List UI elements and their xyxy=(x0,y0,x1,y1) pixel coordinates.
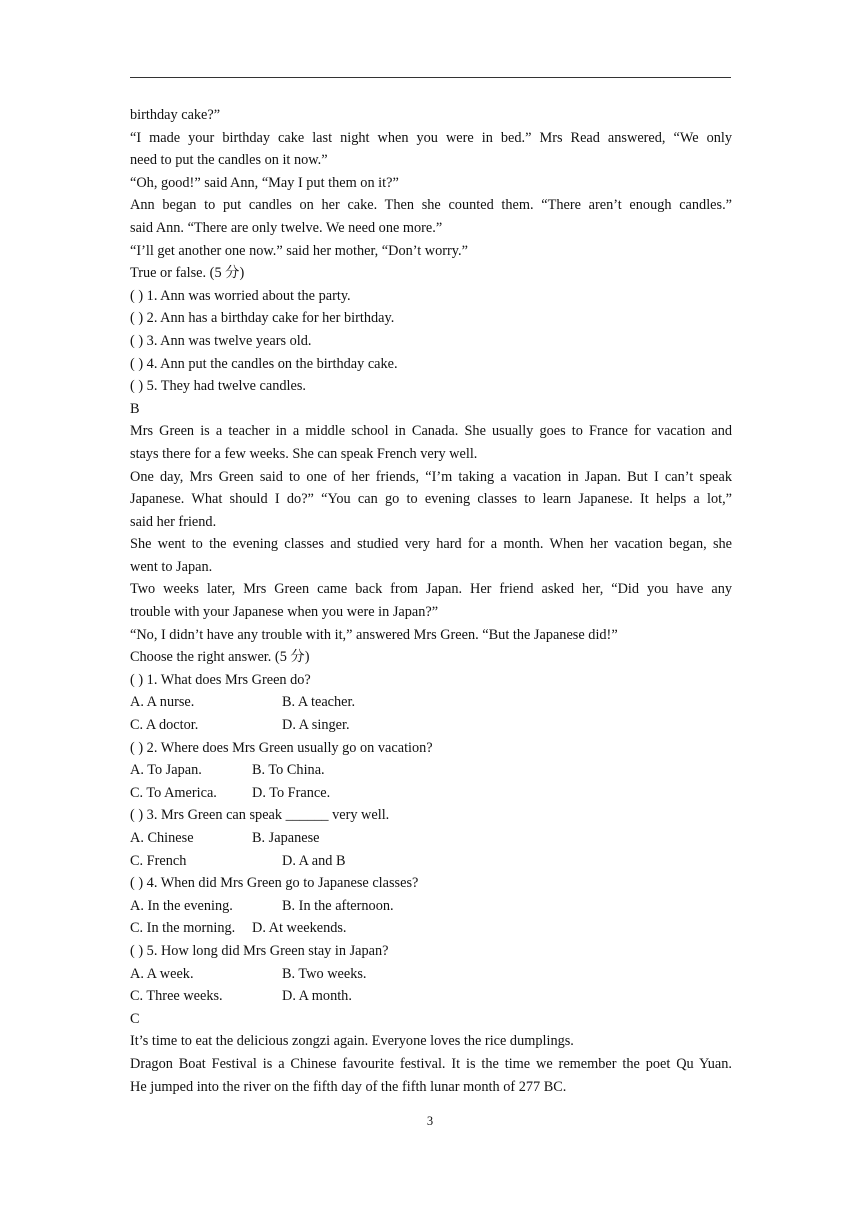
passage-c-line: Dragon Boat Festival is a Chinese favourite festival. It is the time we remember the poet Qu Yuan. xyxy=(130,1055,732,1072)
option-row xyxy=(130,827,732,850)
option-d: D. A singer. xyxy=(282,717,350,734)
passage-b-line: trouble with your Japanese when you were in Japan?” xyxy=(130,604,439,621)
option-a: A. To Japan. xyxy=(130,762,202,779)
option-b: B. In the afternoon. xyxy=(282,897,394,914)
question-item: ( ) 1. Ann was worried about the party. xyxy=(130,287,351,304)
option-c: C. A doctor. xyxy=(130,717,199,734)
option-a: A. A nurse. xyxy=(130,694,195,711)
option-b: B. A teacher. xyxy=(282,694,356,711)
section-label: B xyxy=(130,400,140,417)
question-stem: ( ) 4. When did Mrs Green go to Japanese classes? xyxy=(130,875,419,892)
option-row xyxy=(130,985,732,1008)
page-number: 3 xyxy=(426,1114,434,1128)
question-stem: ( ) 1. What does Mrs Green do? xyxy=(130,671,311,688)
page-body xyxy=(130,104,732,1098)
passage-b-line: said her friend. xyxy=(130,513,217,530)
option-row xyxy=(130,782,732,805)
passage-a-line: “I’ll get another one now.” said her mother, “Don’t worry.” xyxy=(130,242,468,259)
option-row xyxy=(130,963,732,986)
option-row xyxy=(130,895,732,918)
passage-b-line: Two weeks later, Mrs Green came back from Japan. Her friend asked her, “Did you have any xyxy=(130,581,732,598)
question-stem: ( ) 3. Mrs Green can speak ______ very well. xyxy=(130,807,390,824)
option-a: A. Chinese xyxy=(130,830,194,846)
question-stem: ( ) 5. How long did Mrs Green stay in Japan? xyxy=(130,942,389,959)
passage-a-line: birthday cake?” xyxy=(130,107,221,123)
option-d: D. To France. xyxy=(252,784,331,801)
question-item: ( ) 4. Ann put the candles on the birthday cake. xyxy=(130,355,398,372)
passage-a-line: “Oh, good!” said Ann, “May I put them on it?” xyxy=(130,174,399,191)
passage-b-line: stays there for a few weeks. She can speak French very well. xyxy=(130,445,478,462)
passage-b-line: “No, I didn’t have any trouble with it,” answered Mrs Green. “But the Japanese did!” xyxy=(130,626,618,643)
passage-b-line: Mrs Green is a teacher in a middle school in Canada. She usually goes to France for vacation and xyxy=(130,423,732,440)
passage-a-line: need to put the candles on it now.” xyxy=(130,152,328,169)
option-b: B. Two weeks. xyxy=(282,965,367,982)
header-rule xyxy=(130,77,731,78)
option-d: D. A and B xyxy=(282,852,346,869)
option-b: B. To China. xyxy=(252,762,325,779)
option-d: D. A month. xyxy=(282,988,352,1005)
section-instruction: Choose the right answer. (5 分) xyxy=(130,649,310,666)
option-row xyxy=(130,691,732,714)
question-item: ( ) 3. Ann was twelve years old. xyxy=(130,332,312,349)
option-row xyxy=(130,714,732,737)
option-a: A. A week. xyxy=(130,965,194,982)
section-instruction: True or false. (5 分) xyxy=(130,265,245,282)
option-c: C. French xyxy=(130,852,187,869)
option-d: D. At weekends. xyxy=(252,920,347,937)
question-item: ( ) 5. They had twelve candles. xyxy=(130,378,307,395)
option-c: C. Three weeks. xyxy=(130,988,223,1005)
passage-b-line: went to Japan. xyxy=(130,558,213,575)
passage-a-line: said Ann. “There are only twelve. We need one more.” xyxy=(130,219,443,236)
question-item: ( ) 2. Ann has a birthday cake for her birthday. xyxy=(130,310,395,327)
passage-b-line: One day, Mrs Green said to one of her friends, “I’m taking a vacation in Japan. But I can’t speak xyxy=(130,468,732,485)
option-row xyxy=(130,759,732,782)
option-a: A. In the evening. xyxy=(130,897,233,914)
option-row xyxy=(130,850,732,873)
option-c: C. In the morning. xyxy=(130,920,236,937)
option-c: C. To America. xyxy=(130,784,217,801)
passage-b-line: Japanese. What should I do?” “You can go to evening classes to learn Japanese. It helps a lot,” xyxy=(130,491,732,508)
option-row xyxy=(130,917,732,940)
passage-a-line: “I made your birthday cake last night when you were in bed.” Mrs Read answered, “We only xyxy=(130,129,732,146)
passage-c-line: It’s time to eat the delicious zongzi again. Everyone loves the rice dumplings. xyxy=(130,1033,574,1050)
question-stem: ( ) 2. Where does Mrs Green usually go on vacation? xyxy=(130,739,433,756)
passage-b-line: She went to the evening classes and studied very hard for a month. When her vacation began, she xyxy=(130,536,732,553)
passage-c-line: He jumped into the river on the fifth day of the fifth lunar month of 277 BC. xyxy=(130,1078,567,1095)
passage-a-line: Ann began to put candles on her cake. Then she counted them. “There aren’t enough candles.” xyxy=(130,197,732,214)
option-b: B. Japanese xyxy=(252,830,320,846)
section-label: C xyxy=(130,1010,140,1027)
